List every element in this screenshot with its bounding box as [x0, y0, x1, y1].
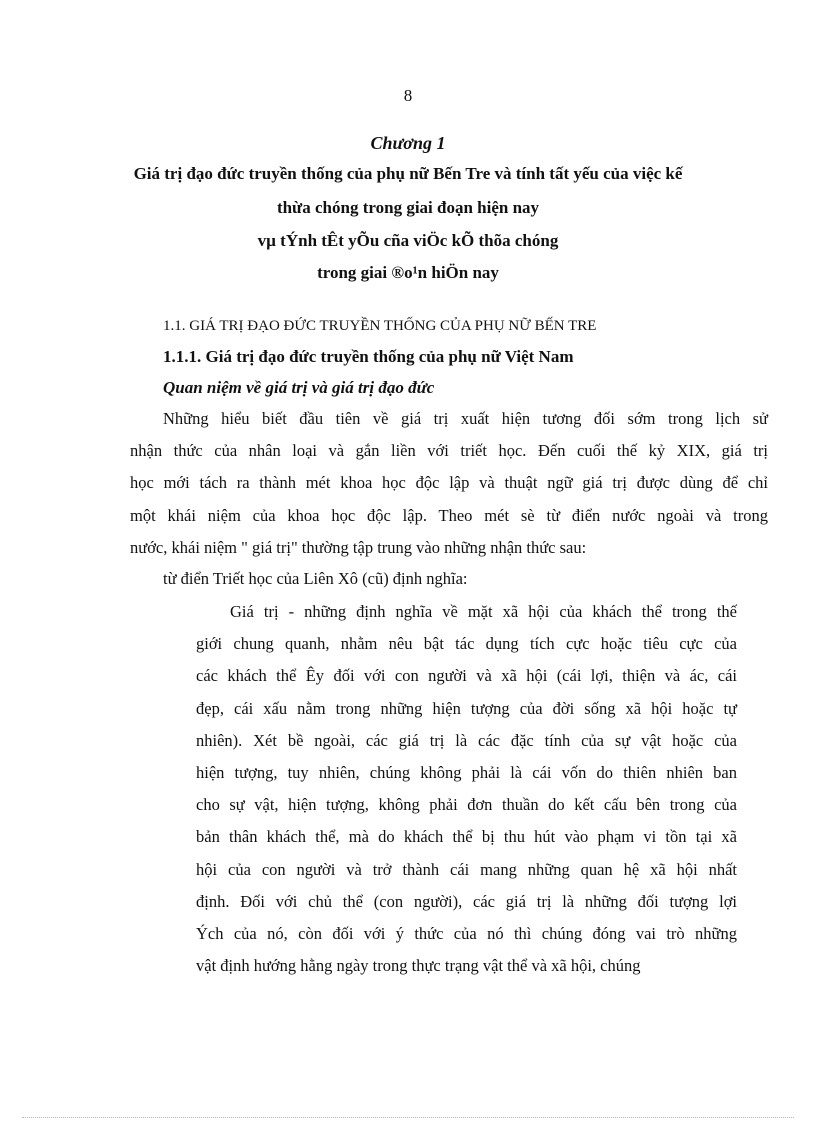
paragraph-line: từ điển Triết học của Liên Xô (cũ) định nghĩa: [163, 569, 468, 588]
quote-line: hiện tượng, tuy nhiên, chúng không phải là cái vốn do thiên nhiên ban [196, 762, 737, 782]
chapter-label: Chương 1 [370, 133, 446, 153]
quote-line: đẹp, cái xấu nằm trong những hiện tượng của đời sống xã hội hoặc tự [196, 698, 737, 718]
quote-line: Ých của nó, còn đối với ý thức của nó thì chúng đóng vai trò những [196, 923, 737, 943]
quote-line: Giá trị - những định nghĩa về mặt xã hội của khách thể trong thế [230, 602, 737, 621]
chapter-title-line: thừa chóng trong giai đoạn hiện nay [276, 198, 540, 217]
paragraph-line: một khái niệm của khoa học độc lập. Theo mét sè từ điển nước ngoài và trong [130, 505, 768, 525]
page-number: 8 [403, 86, 413, 105]
block-quote [196, 596, 737, 982]
quote-line: hội của con người và trở thành cái mang những quan hệ xã hội nhất [196, 859, 737, 879]
chapter-title-line: trong giai ®o¹n hiÖn nay [317, 263, 499, 282]
quote-line: các khách thể Êy đối với con người và xã hội (cái lợi, thiện và ác, cái [196, 666, 737, 686]
paragraph-line: học mới tách ra thành mét khoa học độc lập và thuật ngữ giá trị được dùng để chỉ [130, 473, 768, 493]
footer-divider [22, 1117, 794, 1118]
paragraph-line: Những hiểu biết đầu tiên về giá trị xuất hiện tương đối sớm trong lịch sử [163, 409, 768, 428]
paragraph-line: nước, khái niệm " giá trị" thường tập trung vào những nhận thức sau: [130, 537, 587, 557]
sub-subheading: Quan niệm về giá trị và giá trị đạo đức [163, 378, 435, 397]
quote-line: vật định hướng hằng ngày trong thực trạng vật thể và xã hội, chúng [196, 956, 641, 976]
paragraph-2 [163, 563, 768, 595]
quote-line: bản thân khách thể, mà do khách thể bị thu hút vào phạm vi tồn tại xã [196, 827, 737, 847]
quote-line: nhiên). Xét bề ngoài, các giá trị là các đặc tính của sự vật hoặc của [196, 730, 737, 750]
chapter-title-line: Giá trị đạo đức truyền thống của phụ nữ Bến Tre và tính tất yếu của việc kế [133, 164, 683, 183]
paragraph-line: nhận thức của nhân loại và gắn liền với triết học. Đến cuối thế kỷ XIX, giá trị [130, 441, 768, 461]
subsection-heading: 1.1.1. Giá trị đạo đức truyền thống của phụ nữ Việt Nam [163, 347, 574, 366]
paragraph-1 [130, 403, 768, 564]
chapter-title-line: vµ tÝnh tÊt yÕu cña viÖc kÕ thõa chóng [257, 231, 559, 250]
quote-line: giới chung quanh, nhằm nêu bật tác dụng tích cực hoặc tiêu cực của [196, 634, 737, 654]
quote-line: cho sự vật, hiện tượng, không phải đơn thuần do kết cấu bên trong của [196, 795, 737, 815]
quote-line: định. Đối với chủ thể (con người), các giá trị là những đối tượng lợi [196, 891, 737, 911]
section-heading: 1.1. GIÁ TRỊ ĐẠO ĐỨC TRUYỀN THỐNG CỦA PHỤ NỮ BẾN TRE [163, 318, 597, 334]
